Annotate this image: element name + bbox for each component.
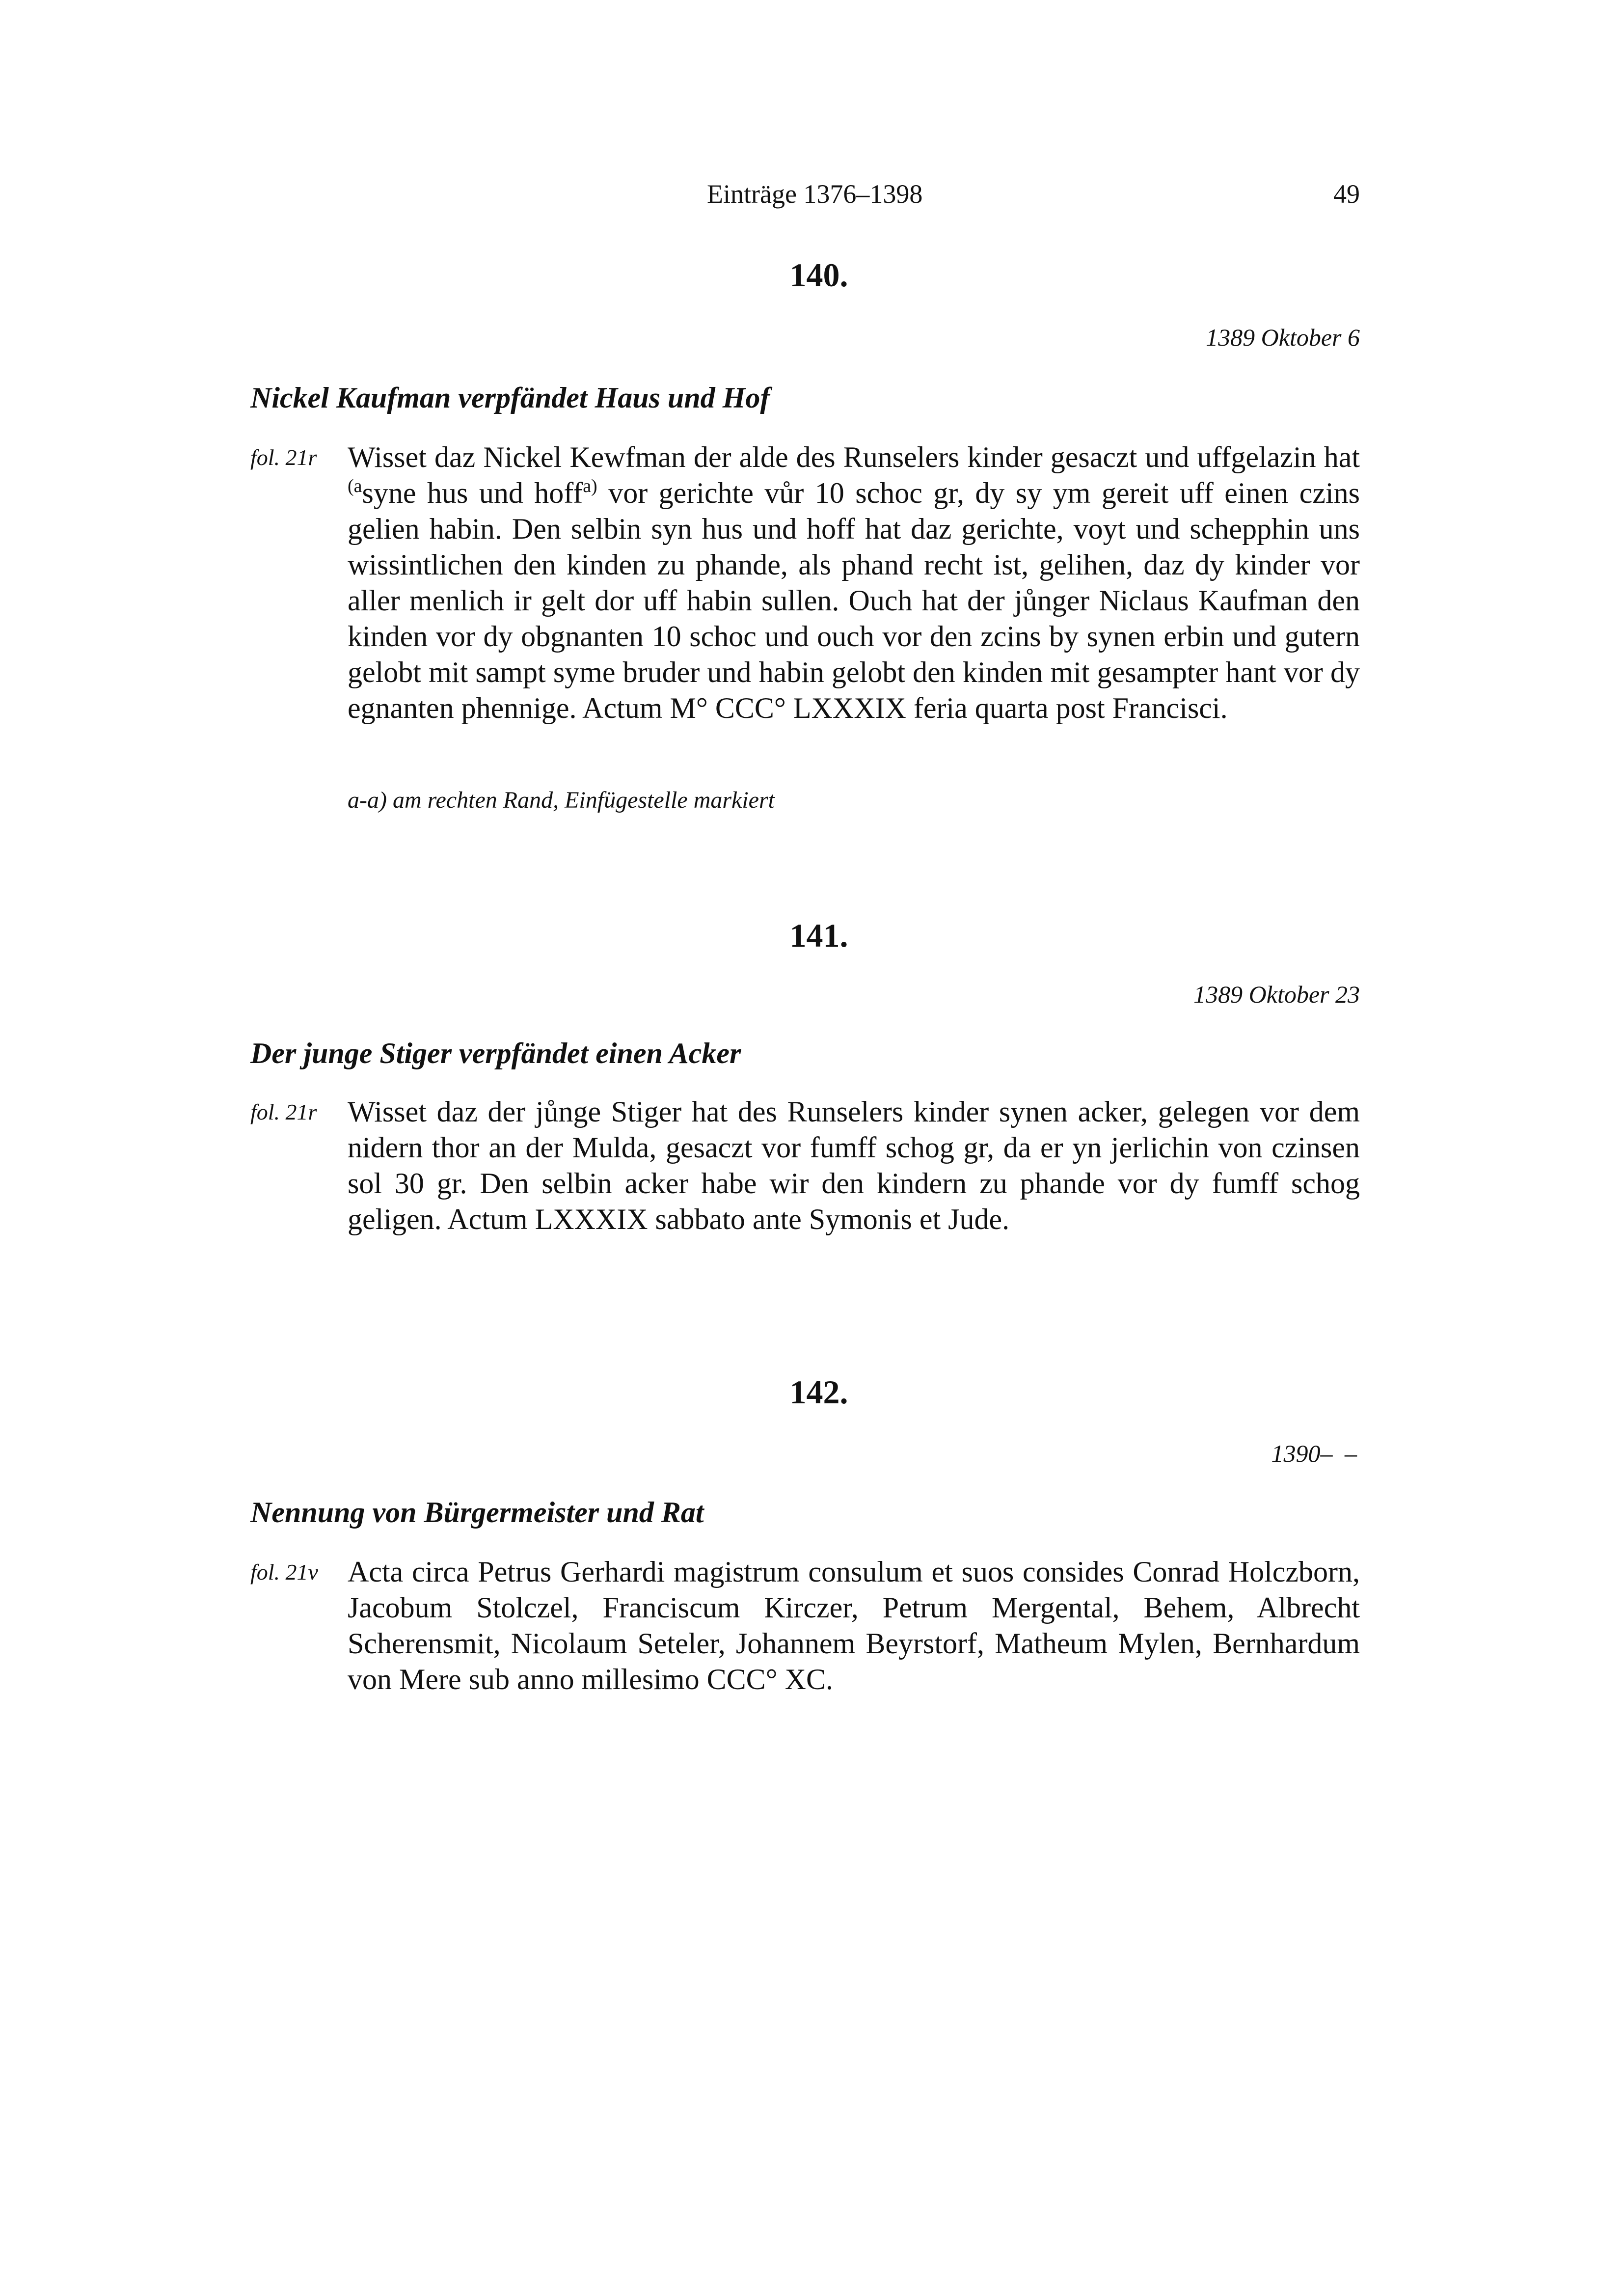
entry-title: Der junge Stiger verpfändet einen Acker — [250, 1037, 741, 1069]
entry-title: Nickel Kaufman verpfändet Haus und Hof — [250, 382, 770, 414]
running-title: Einträge 1376–1398 — [707, 179, 923, 209]
entry-text — [348, 439, 1360, 726]
entry-text-part: vor gerichte vůr 10 schoc gr, dy sy ym gereit uff einen czins gelien habin. Den selbin syn hus und hoff hat daz gerichte, voyt und schepphin uns wissintlichen den kinden zu phande, als phand recht ist, gelihen, daz dy kinder vor aller menlich ir gelt dor uff habin sullen. Ouch hat der jůnger Niclaus Kaufman den kinden vor dy obgnanten 10 schoc und ouch vor den zcins by synen erbin und gutern gelobt mit sampt syme bruder und habin gelobt den kinden mit gesampter hant vor dy egnanten phennige. Actum M° CCC° LXXXIX feria quarta post Francisci. — [348, 477, 1360, 724]
folio-reference: fol. 21r — [250, 1099, 317, 1124]
entry-title: Nennung von Bürgermeister und Rat — [250, 1496, 704, 1529]
entry-text: Wisset daz der jůnge Stiger hat des Runselers kinder synen acker, gelegen vor dem nidern thor an der Mulda, gesaczt vor fumff schog gr, da er yn jerlichin von czinsen sol 30 gr. Den selbin acker habe wir den kindern zu phande vor dy fumff schog geligen. Actum LXXXIX sabbato ante Symonis et Jude. — [348, 1095, 1360, 1235]
entry-date-suffix: – – — [1320, 1440, 1360, 1467]
entry-text-part: Wisset daz Nickel Kewfman der alde des Runselers kinder gesaczt und uffgelazin hat — [348, 441, 1360, 473]
entry-number: 140. — [789, 256, 848, 294]
running-head — [0, 172, 1623, 216]
note-marker-close: a) — [583, 476, 597, 496]
folio-reference: fol. 21r — [250, 445, 317, 470]
entry-date: 1389 Oktober 6 — [1206, 324, 1360, 351]
footnote: a-a) am rechten Rand, Einfügestelle markiert — [348, 787, 775, 813]
page-number: 49 — [1333, 179, 1360, 209]
entry-text: Acta circa Petrus Gerhardi magistrum consulum et suos consides Conrad Holczborn, Jacobum Stolczel, Franciscum Kirczer, Petrum Mergental, Behem, Albrecht Scherensmit, Nicolaum Seteler, Johannem Beyrstorf, Matheum Mylen, Bernhardum von Mere sub anno millesimo CCC° XC. — [348, 1556, 1360, 1695]
folio-reference: fol. 21v — [250, 1559, 318, 1585]
entry-number: 142. — [789, 1373, 848, 1411]
entry-date: 1389 Oktober 23 — [1193, 981, 1360, 1008]
entry-number: 141. — [789, 917, 848, 954]
entry-date-year: 1390 — [1271, 1440, 1321, 1467]
entry-date — [1271, 1436, 1360, 1471]
note-marker-open: (a — [348, 476, 362, 496]
entry-text-noted: syne hus und hoff — [362, 477, 583, 509]
